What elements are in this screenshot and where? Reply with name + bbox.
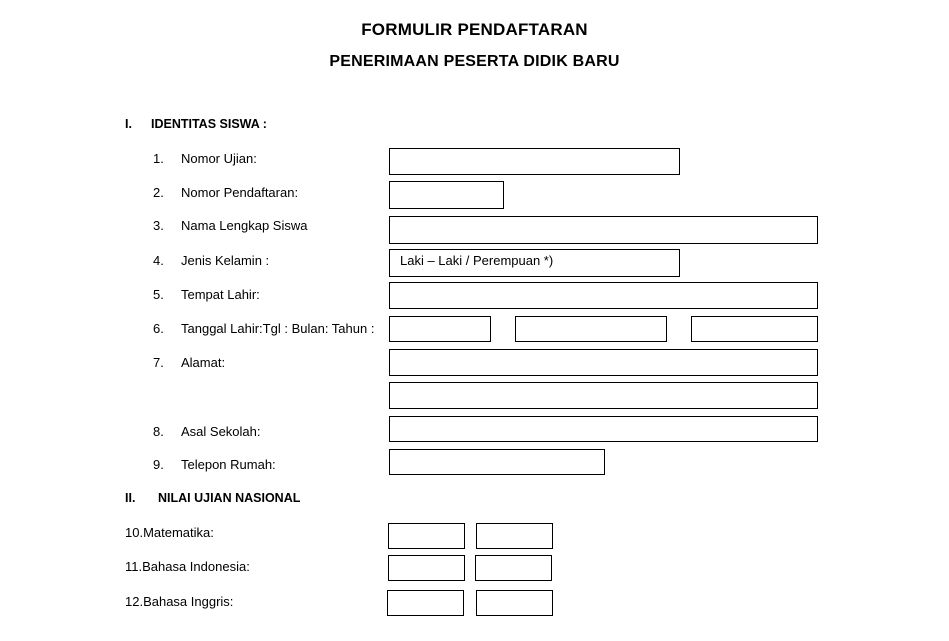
alamat-input-line-1[interactable]: [389, 349, 818, 376]
section-1-number: I.: [125, 117, 132, 131]
label-alamat: Alamat:: [181, 355, 226, 370]
nama-lengkap-input[interactable]: [389, 216, 818, 244]
label-bahasa-indonesia: 11.Bahasa Indonesia:: [125, 559, 250, 574]
tanggal-lahir-bulan-input[interactable]: [515, 316, 667, 342]
section-1-title: IDENTITAS SISWA :: [151, 117, 267, 131]
bahasa-inggris-score-input-2[interactable]: [476, 590, 553, 616]
matematika-score-input-1[interactable]: [388, 523, 465, 549]
field-number: 6.: [153, 321, 164, 336]
bahasa-indonesia-score-input-2[interactable]: [475, 555, 552, 581]
tanggal-lahir-tgl-input[interactable]: [389, 316, 491, 342]
label-matematika: 10.Matematika:: [125, 525, 214, 540]
bahasa-inggris-score-input-1[interactable]: [387, 590, 464, 616]
alamat-input-line-2[interactable]: [389, 382, 818, 409]
tanggal-lahir-tahun-input[interactable]: [691, 316, 818, 342]
label-nomor-pendaftaran: Nomor Pendaftaran:: [181, 185, 299, 200]
label-nomor-ujian: Nomor Ujian:: [181, 151, 257, 166]
nomor-ujian-input[interactable]: [389, 148, 680, 175]
field-number: 8.: [153, 424, 164, 439]
field-number: 5.: [153, 287, 164, 302]
label-telepon-rumah: Telepon Rumah:: [181, 457, 276, 472]
nomor-pendaftaran-input[interactable]: [389, 181, 504, 209]
tempat-lahir-input[interactable]: [389, 282, 818, 309]
matematika-score-input-2[interactable]: [476, 523, 553, 549]
jenis-kelamin-input[interactable]: [389, 249, 680, 277]
label-bahasa-inggris: 12.Bahasa Inggris:: [125, 594, 234, 609]
label-jenis-kelamin: Jenis Kelamin :: [181, 253, 270, 268]
form-subtitle: PENERIMAAN PESERTA DIDIK BARU: [329, 53, 620, 70]
field-number: 4.: [153, 253, 164, 268]
section-2-number: II.: [125, 491, 136, 505]
field-number: 9.: [153, 457, 164, 472]
label-tanggal-lahir: Tanggal Lahir:Tgl : Bulan: Tahun :: [181, 321, 375, 336]
field-number: 1.: [153, 151, 164, 166]
form-title: FORMULIR PENDAFTARAN: [361, 20, 588, 39]
field-number: 2.: [153, 185, 164, 200]
asal-sekolah-input[interactable]: [389, 416, 818, 442]
label-nama-lengkap: Nama Lengkap Siswa: [181, 218, 308, 233]
telepon-rumah-input[interactable]: [389, 449, 605, 475]
field-number: 3.: [153, 218, 164, 233]
section-2-title: NILAI UJIAN NASIONAL: [158, 491, 301, 505]
jenis-kelamin-options: Laki – Laki / Perempuan *): [400, 253, 554, 268]
bahasa-indonesia-score-input-1[interactable]: [388, 555, 465, 581]
field-number: 7.: [153, 355, 164, 370]
label-tempat-lahir: Tempat Lahir:: [181, 287, 260, 302]
label-asal-sekolah: Asal Sekolah:: [181, 424, 261, 439]
